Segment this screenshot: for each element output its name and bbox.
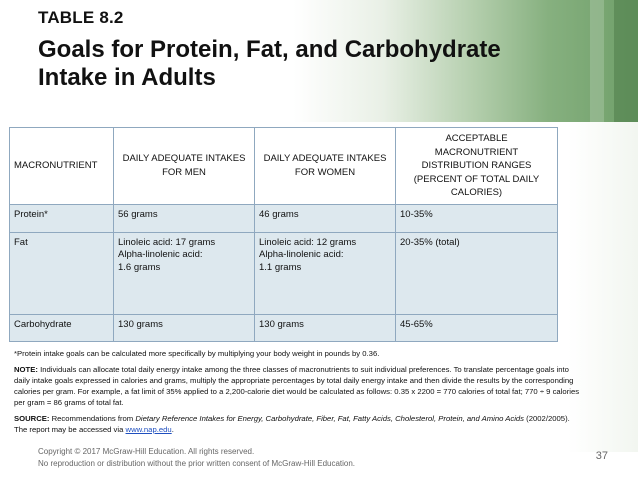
cell-women [255, 232, 396, 314]
header-line: ACCEPTABLE [445, 133, 508, 144]
cell-women [255, 314, 396, 341]
cell-line: 56 grams [118, 208, 158, 220]
source-label: SOURCE: [14, 414, 50, 423]
cell-line: 1.1 grams [259, 261, 302, 273]
cell-range: 20-35% (total) [396, 232, 558, 314]
cell-line: 130 grams [259, 318, 304, 330]
header-line: CALORIES) [450, 187, 503, 198]
cell-range: 45-65% [396, 314, 558, 341]
cell-line: 130 grams [118, 318, 163, 330]
header-macronutrient: MACRONUTRIENT [10, 128, 114, 205]
table-row [10, 314, 558, 341]
table-notes [14, 348, 584, 440]
header-line: MACRONUTRIENT [434, 146, 519, 158]
header-distribution-ranges [396, 128, 558, 205]
table-number: TABLE 8.2 [38, 8, 124, 27]
note-paragraph [14, 364, 584, 408]
cell-women [255, 204, 396, 232]
cell-line: Linoleic acid: 12 grams [259, 236, 357, 248]
cell-men [114, 232, 255, 314]
cell-range: 10-35% [396, 204, 558, 232]
header-line: DISTRIBUTION RANGES [421, 160, 532, 171]
source-end: . [171, 425, 174, 434]
table-row [10, 204, 558, 232]
cell-line: 46 grams [259, 208, 299, 220]
cell-line: Linoleic acid: 17 grams [118, 236, 216, 248]
cell-line: 1.6 grams [118, 261, 161, 273]
note-text: Individuals can allocate total daily energy intake among the three classes of macronutrients to suit individual preferences. To translate percentage goals into daily intake goals expressed in calories and grams, multiply the appropriate percentages by total daily energy intake and then divide the results by the corresponding calories per gram. For example, a fat limit of 35% applied to a 2,200-calorie diet would be calculated as follows: 0.35 x 2200 = 770 calories of total fat; 770 ÷ 9 calories per gram = 86 grams of total fat. [14, 365, 580, 407]
source-prefix: Recommendations from [51, 414, 134, 423]
cell-men [114, 314, 255, 341]
cell-nutrient: Protein* [10, 204, 114, 232]
rights-line: No reproduction or distribution without the prior written consent of McGraw-Hill Education. [38, 459, 356, 468]
source-paragraph [14, 413, 584, 435]
header-intakes-men: DAILY ADEQUATE INTAKES FOR MEN [114, 128, 255, 205]
copyright-footer [38, 446, 355, 470]
banner-stripe [614, 0, 638, 122]
cell-nutrient: Fat [10, 232, 114, 314]
cell-line: Alpha-linolenic acid: [118, 249, 203, 260]
cell-line: Alpha-linolenic acid: [259, 249, 344, 260]
cell-nutrient: Carbohydrate [10, 314, 114, 341]
copyright-line: Copyright © 2017 McGraw-Hill Education. All rights reserved. [38, 447, 255, 456]
header-line: (PERCENT OF TOTAL DAILY [413, 173, 540, 185]
nap-link[interactable]: www.nap.edu [125, 425, 172, 434]
protein-footnote: *Protein intake goals can be calculated more specifically by multiplying your body weight in pounds by 0.36. [14, 349, 380, 358]
table-row [10, 232, 558, 314]
note-label: NOTE: [14, 365, 38, 374]
slide-title: Goals for Protein, Fat, and Carbohydrate Intake in Adults [38, 36, 501, 91]
source-suffix: (2002/2005). The report may be accessed via [14, 414, 570, 434]
table-header-row [10, 128, 558, 205]
macronutrient-table [9, 127, 558, 342]
header-intakes-women: DAILY ADEQUATE INTAKES FOR WOMEN [255, 128, 396, 205]
source-title: Dietary Reference Intakes for Energy, Carbohydrate, Fiber, Fat, Fatty Acids, Cholesterol, Protein, and Amino Acids [135, 414, 525, 423]
banner-accent [590, 0, 604, 122]
cell-men [114, 204, 255, 232]
page-number: 37 [595, 450, 608, 462]
